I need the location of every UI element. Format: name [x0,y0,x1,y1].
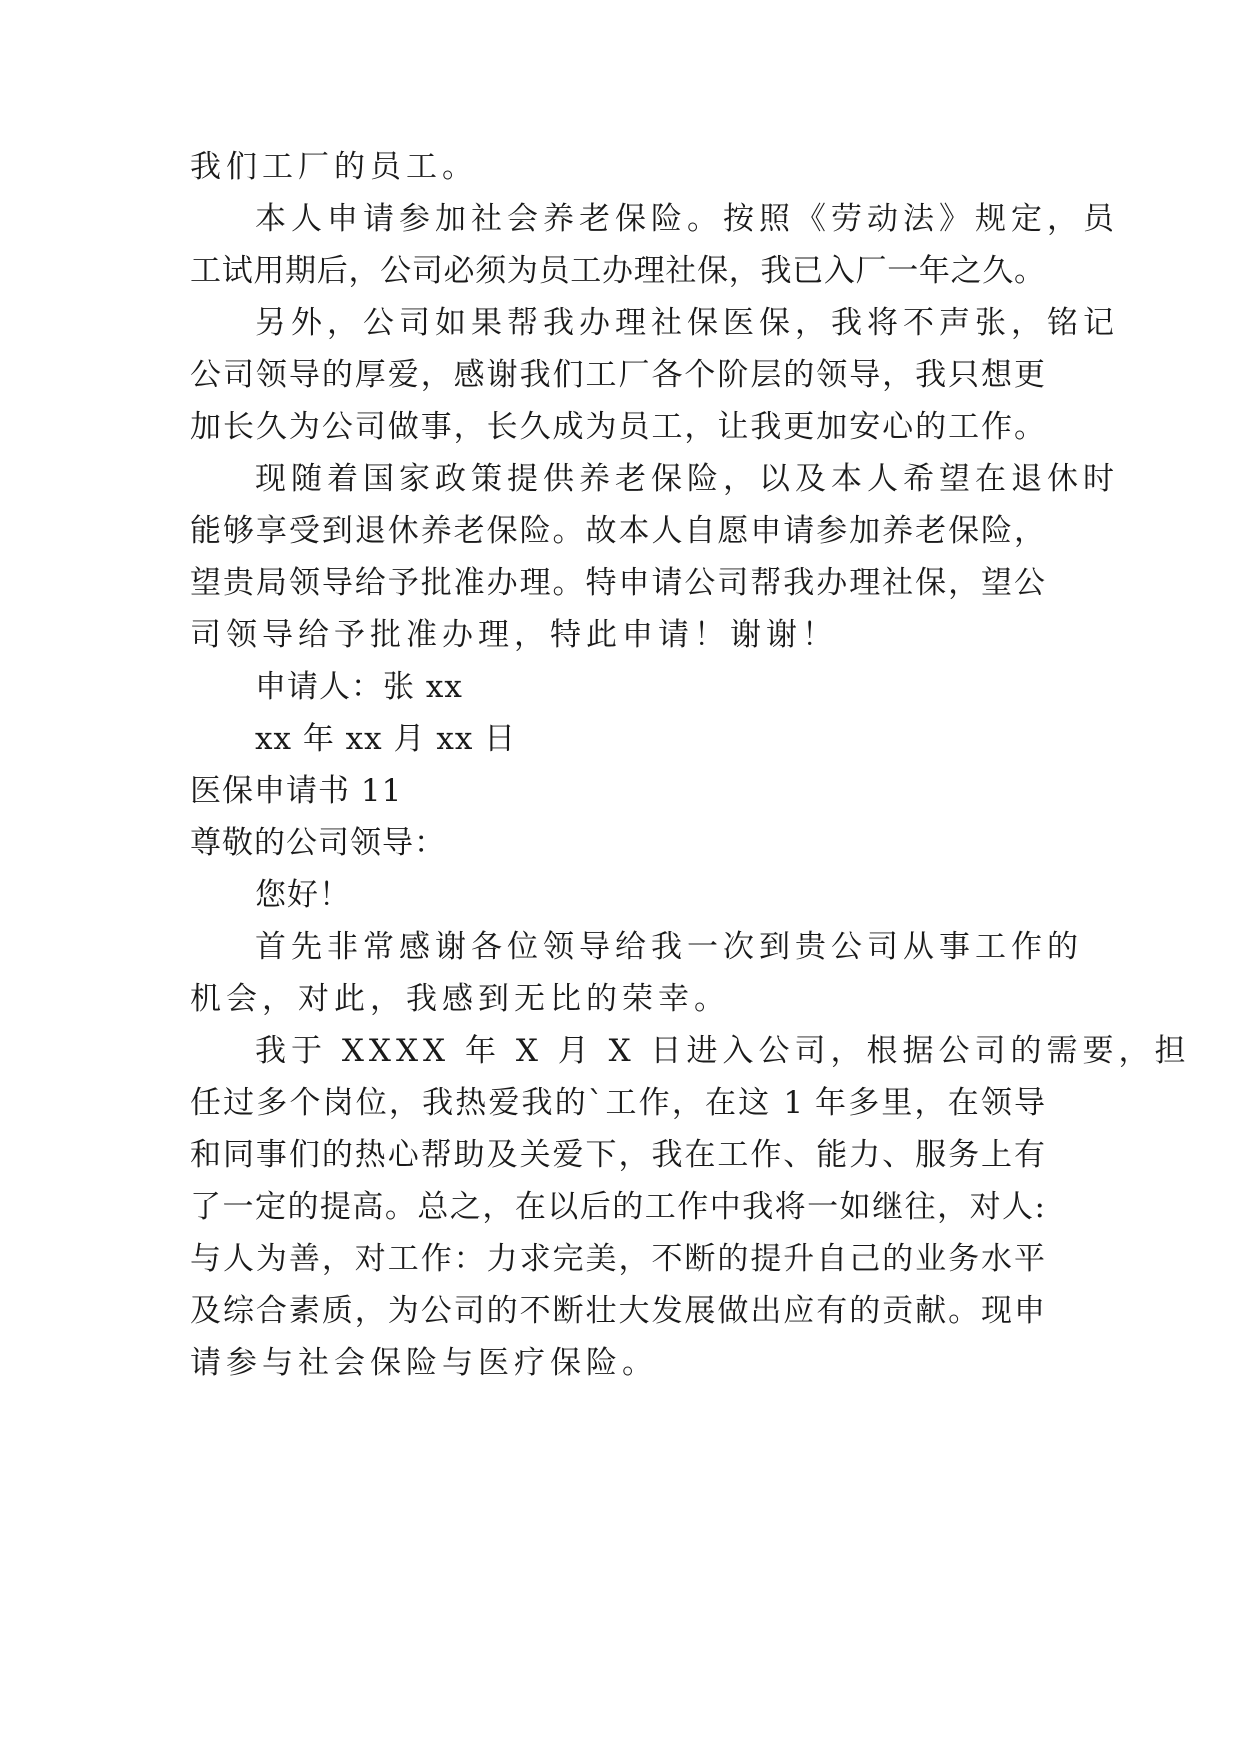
text-line-7: 现随着国家政策提供养老保险，以及本人希望在退休时 [255,461,1119,497]
text-line-18: 我于 XXXX 年 X 月 X 日进入公司，根据公司的需要，担 [255,1033,1191,1069]
text-line-19: 任过多个岗位，我热爱我的`工作，在这 1 年多里，在领导 [190,1085,1045,1121]
text-line-8: 能够享受到退休养老保险。故本人自愿申请参加养老保险， [190,513,1045,549]
text-line-17: 机会，对此，我感到无比的荣幸。 [190,981,730,1017]
text-line-20: 和同事们的热心帮助及关爱下，我在工作、能力、服务上有 [190,1137,1045,1173]
salutation: 尊敬的公司领导： [190,825,446,861]
text-line-9: 望贵局领导给予批准办理。特申请公司帮我办理社保，望公 [190,565,1045,601]
text-line-10: 司领导给予批准办理，特此申请！谢谢！ [190,617,838,653]
text-line-4: 另外，公司如果帮我办理社保医保，我将不声张，铭记 [255,305,1119,341]
text-line-21: 了一定的提高。总之，在以后的工作中我将一如继往，对人: [190,1189,1045,1225]
text-line-3: 工试用期后，公司必须为员工办理社保，我已入厂一年之久。 [190,253,1045,289]
text-line-6: 加长久为公司做事，长久成为员工，让我更加安心的工作。 [190,409,1045,445]
applicant-line: 申请人：张 xx [255,669,463,705]
text-line-1: 我们工厂的员工。 [190,149,478,185]
text-line-16: 首先非常感谢各位领导给我一次到贵公司从事工作的 [255,929,1083,965]
text-line-24: 请参与社会保险与医疗保险。 [190,1345,658,1381]
document-title: 医保申请书 11 [190,773,403,809]
date-line: xx 年 xx 月 xx 日 [255,721,517,757]
text-line-5: 公司领导的厚爱，感谢我们工厂各个阶层的领导，我只想更 [190,357,1045,393]
text-line-22: 与人为善，对工作：力求完美，不断的提升自己的业务水平 [190,1241,1045,1277]
text-line-23: 及综合素质，为公司的不断壮大发展做出应有的贡献。现申 [190,1293,1045,1329]
text-line-2: 本人申请参加社会养老保险。按照《劳动法》规定，员 [255,201,1119,237]
greeting: 您好！ [255,877,351,913]
